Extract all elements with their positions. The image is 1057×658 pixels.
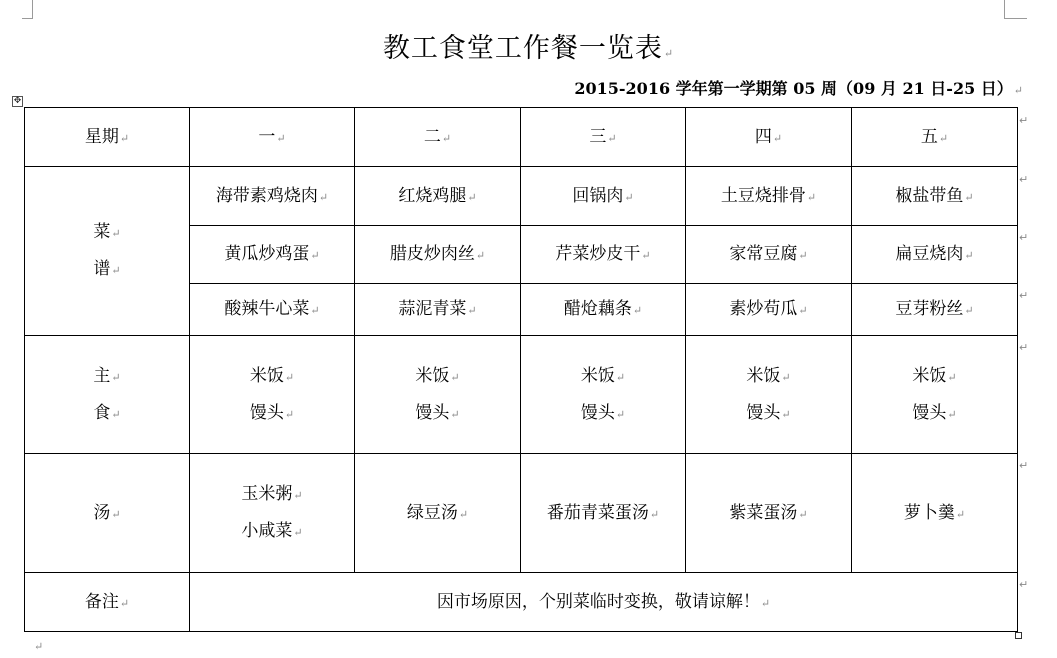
dishes-label-bottom: 谱 [93,259,111,279]
paragraph-mark-icon: ↵ [806,190,817,204]
paragraph-mark-icon: ↵ [641,249,651,262]
note-label: 备注 [84,591,119,612]
staple-cell[interactable] [521,336,686,454]
staple-label-bottom: 食 [93,402,111,423]
row-end-mark-icon: ↵ [1019,341,1029,354]
staple-item: 馒头 [249,402,284,423]
crop-mark-top-right [1004,0,1027,19]
weekday-cell[interactable] [190,108,355,167]
paragraph-mark-icon: ↵ [284,370,295,384]
paragraph-mark-icon: ↵ [947,407,957,421]
paragraph-mark-icon: ↵ [34,640,44,653]
soup-label-cell[interactable] [25,454,190,573]
weekday-text: 二 [423,126,441,147]
soup-cell[interactable] [355,454,521,573]
dish-text: 土豆烧排骨 [720,185,806,206]
dish-cell[interactable] [521,284,686,336]
paragraph-mark-icon: ↵ [310,249,320,262]
dishes-label-top: 菜 [93,222,111,242]
staple-label-cell[interactable] [25,336,190,454]
paragraph-mark-icon: ↵ [781,407,791,421]
paragraph-mark-icon: ↵ [119,596,130,610]
paragraph-mark-icon: ↵ [798,249,808,262]
dish-cell[interactable] [852,167,1018,226]
paragraph-mark-icon: ↵ [111,370,121,384]
paragraph-mark-icon: ↵ [475,249,486,262]
dish-text: 素炒苟瓜 [729,299,798,319]
soup-item: 绿豆汤 [406,502,458,523]
row-end-mark-icon: ↵ [1019,114,1029,127]
paragraph-mark-icon: ↵ [467,190,477,204]
row-end-mark-icon: ↵ [1019,578,1029,591]
paragraph-mark-icon: ↵ [798,304,808,317]
paragraph-mark-icon: ↵ [318,190,329,204]
dish-cell[interactable] [190,284,355,336]
dish-text: 红烧鸡腿 [398,185,467,206]
weekday-text: 三 [589,126,607,147]
row-end-mark-icon: ↵ [1019,459,1029,472]
paragraph-mark-icon: ↵ [607,131,617,145]
weekday-text: 五 [920,126,938,147]
dish-cell[interactable] [852,226,1018,284]
crop-mark-top-left [22,0,33,19]
staple-cell[interactable] [852,336,1018,454]
soup-item: 紫菜蛋汤 [729,502,798,523]
note-row [25,573,1018,632]
staple-item: 馒头 [912,402,947,423]
paragraph-mark-icon: ↵ [450,407,460,421]
staple-item: 米饭 [912,365,947,386]
table-move-handle-icon[interactable]: ✥ [13,96,22,106]
dish-text: 豆芽粉丝 [895,299,964,319]
staple-item: 馒头 [746,402,781,423]
note-text-cell[interactable] [190,573,1018,632]
staple-label-top: 主 [93,365,111,386]
dish-text: 芹菜炒皮干 [555,244,641,264]
weekday-cell[interactable] [852,108,1018,167]
dish-cell[interactable] [852,284,1018,336]
soup-item: 玉米粥 [241,484,293,504]
table-resize-handle-icon[interactable] [1015,632,1022,639]
paragraph-mark-icon: ↵ [284,407,295,421]
paragraph-mark-icon: ↵ [450,370,460,384]
paragraph-mark-icon: ↵ [1013,84,1023,97]
dish-cell[interactable] [355,284,521,336]
paragraph-mark-icon: ↵ [781,370,791,384]
dishes-label-cell[interactable] [25,167,190,336]
row-end-mark-icon: ↵ [1019,231,1029,244]
paragraph-mark-icon: ↵ [955,507,966,521]
soup-cell[interactable] [190,454,355,573]
weekday-label: 星期 [84,126,119,147]
dish-cell[interactable] [686,284,852,336]
paragraph-mark-icon: ↵ [293,489,303,502]
soup-cell[interactable] [521,454,686,573]
staple-item: 馒头 [415,402,450,423]
soup-item: 番茄青菜蛋汤 [546,502,649,523]
dish-text: 海带素鸡烧肉 [215,185,318,206]
paragraph-mark-icon: ↵ [947,370,957,384]
dish-text: 回锅肉 [572,185,624,206]
soup-cell[interactable] [852,454,1018,573]
staple-item: 馒头 [580,402,615,423]
dish-cell[interactable] [686,167,852,226]
row-end-mark-icon: ↵ [1019,173,1029,186]
paragraph-mark-icon: ↵ [798,507,808,521]
dish-cell[interactable] [521,226,686,284]
dish-text: 腊皮炒肉丝 [389,244,475,264]
weekly-menu-table [24,107,1018,632]
paragraph-mark-icon: ↵ [649,507,660,521]
header-row [25,108,1018,167]
row-end-mark-icon: ↵ [1019,289,1029,302]
soup-item: 小咸菜 [241,521,293,541]
paragraph-mark-icon: ↵ [293,526,303,539]
paragraph-mark-icon: ↵ [310,304,320,317]
dish-cell[interactable] [521,167,686,226]
paragraph-mark-icon: ↵ [760,596,771,610]
paragraph-mark-icon: ↵ [111,507,121,521]
weekday-label-cell[interactable] [25,108,190,167]
title-text: 教工食堂工作餐一览表 [382,33,663,64]
paragraph-mark-icon: ↵ [458,507,469,521]
dish-cell[interactable] [190,167,355,226]
paragraph-mark-icon: ↵ [615,407,626,421]
staple-item: 米饭 [580,365,615,386]
dish-cell[interactable] [190,226,355,284]
document-title[interactable] [0,26,1057,65]
dish-cell[interactable] [355,167,521,226]
staple-row [25,336,1018,454]
paragraph-mark-icon: ↵ [772,131,783,145]
paragraph-mark-icon: ↵ [938,131,949,145]
dishes-row [25,167,1018,226]
soup-cell[interactable] [686,454,852,573]
dish-text: 扁豆烧肉 [895,244,964,264]
dish-cell[interactable] [686,226,852,284]
paragraph-mark-icon: ↵ [964,304,974,317]
soup-row [25,454,1018,573]
staple-item: 米饭 [415,365,450,386]
paragraph-mark-icon: ↵ [111,227,121,240]
dish-text: 黄瓜炒鸡蛋 [224,244,310,264]
staple-item: 米饭 [249,365,284,386]
paragraph-mark-icon: ↵ [467,304,477,317]
note-text: 因市场原因，个别菜临时变换，敬请谅解！ [436,591,760,612]
paragraph-mark-icon: ↵ [663,47,675,60]
weekday-cell[interactable] [521,108,686,167]
soup-item: 萝卜羹 [903,502,955,523]
week-subtitle[interactable] [574,76,1023,99]
dish-cell[interactable] [355,226,521,284]
paragraph-mark-icon: ↵ [441,131,452,145]
staple-cell[interactable] [190,336,355,454]
paragraph-mark-icon: ↵ [632,304,643,317]
staple-item: 米饭 [746,365,781,386]
paragraph-mark-icon: ↵ [615,370,626,384]
subtitle-text: 2015-2016 学年第一学期第 05 周（09 月 21 日-25 日） [574,79,1013,98]
weekday-text: 一 [258,126,276,147]
staple-cell[interactable] [686,336,852,454]
paragraph-mark-icon: ↵ [964,249,974,262]
paragraph-mark-icon: ↵ [276,131,286,145]
paragraph-mark-icon: ↵ [964,190,974,204]
dish-text: 酸辣牛心菜 [224,299,310,319]
paragraph-mark-icon: ↵ [624,190,634,204]
weekday-cell[interactable] [686,108,852,167]
paragraph-mark-icon: ↵ [119,131,130,145]
dish-text: 家常豆腐 [729,244,798,264]
weekday-text: 四 [754,126,772,147]
soup-label: 汤 [93,502,111,523]
dish-text: 蒜泥青菜 [398,299,467,319]
paragraph-mark-icon: ↵ [111,407,121,421]
weekday-cell[interactable] [355,108,521,167]
paragraph-mark-icon: ↵ [111,264,121,277]
note-label-cell[interactable] [25,573,190,632]
staple-cell[interactable] [355,336,521,454]
dish-text: 醋炝藕条 [563,299,632,319]
dish-text: 椒盐带鱼 [895,185,964,206]
